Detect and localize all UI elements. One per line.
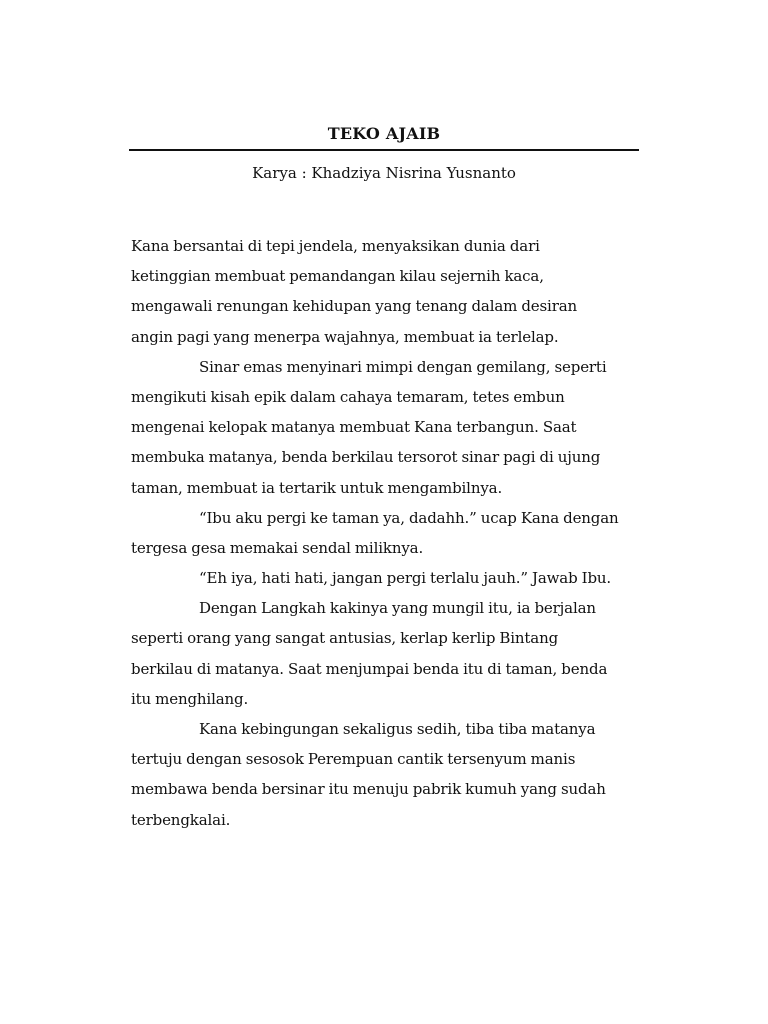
document-title: TEKO AJAIB — [327, 124, 441, 143]
text-line: taman, membuat ia tertarik untuk mengambilnya. — [131, 478, 503, 497]
text-line: Sinar emas menyinari mimpi dengan gemilang, seperti — [199, 357, 607, 376]
story-body — [131, 231, 641, 835]
text-line: Dengan Langkah kakinya yang mungil itu, ia berjalan — [199, 599, 596, 618]
text-line: mengikuti kisah epik dalam cahaya temaram, tetes embun — [131, 387, 565, 406]
text-line: tergesa gesa memakai sendal miliknya. — [131, 538, 424, 557]
author-line: Karya : Khadziya Nisrina Yusnanto — [252, 164, 516, 182]
text-line: mengenai kelopak matanya membuat Kana terbangun. Saat — [131, 418, 577, 437]
title-underline — [129, 149, 639, 151]
text-line: itu menghilang. — [131, 689, 249, 708]
text-line: ketinggian membuat pemandangan kilau sejernih kaca, — [131, 267, 544, 286]
text-line: “Ibu aku pergi ke taman ya, dadahh.” ucap Kana dengan — [199, 508, 619, 527]
text-line: tertuju dengan sesosok Perempuan cantik tersenyum manis — [131, 750, 576, 769]
text-line: angin pagi yang menerpa wajahnya, membuat ia terlelap. — [131, 327, 559, 346]
text-line: berkilau di matanya. Saat menjumpai benda itu di taman, benda — [131, 659, 608, 678]
text-line: membuka matanya, benda berkilau tersorot sinar pagi di ujung — [131, 448, 601, 467]
text-line: mengawali renungan kehidupan yang tenang dalam desiran — [131, 297, 578, 316]
text-line: Kana bersantai di tepi jendela, menyaksikan dunia dari — [131, 237, 540, 255]
text-line: Kana kebingungan sekaligus sedih, tiba tiba matanya — [199, 720, 596, 738]
text-line: “Eh iya, hati hati, jangan pergi terlalu jauh.” Jawab Ibu. — [199, 569, 612, 588]
text-line: seperti orang yang sangat antusias, kerlap kerlip Bintang — [131, 629, 559, 648]
text-line: terbengkalai. — [131, 810, 231, 829]
text-line: membawa benda bersinar itu menuju pabrik kumuh yang sudah — [131, 780, 606, 799]
